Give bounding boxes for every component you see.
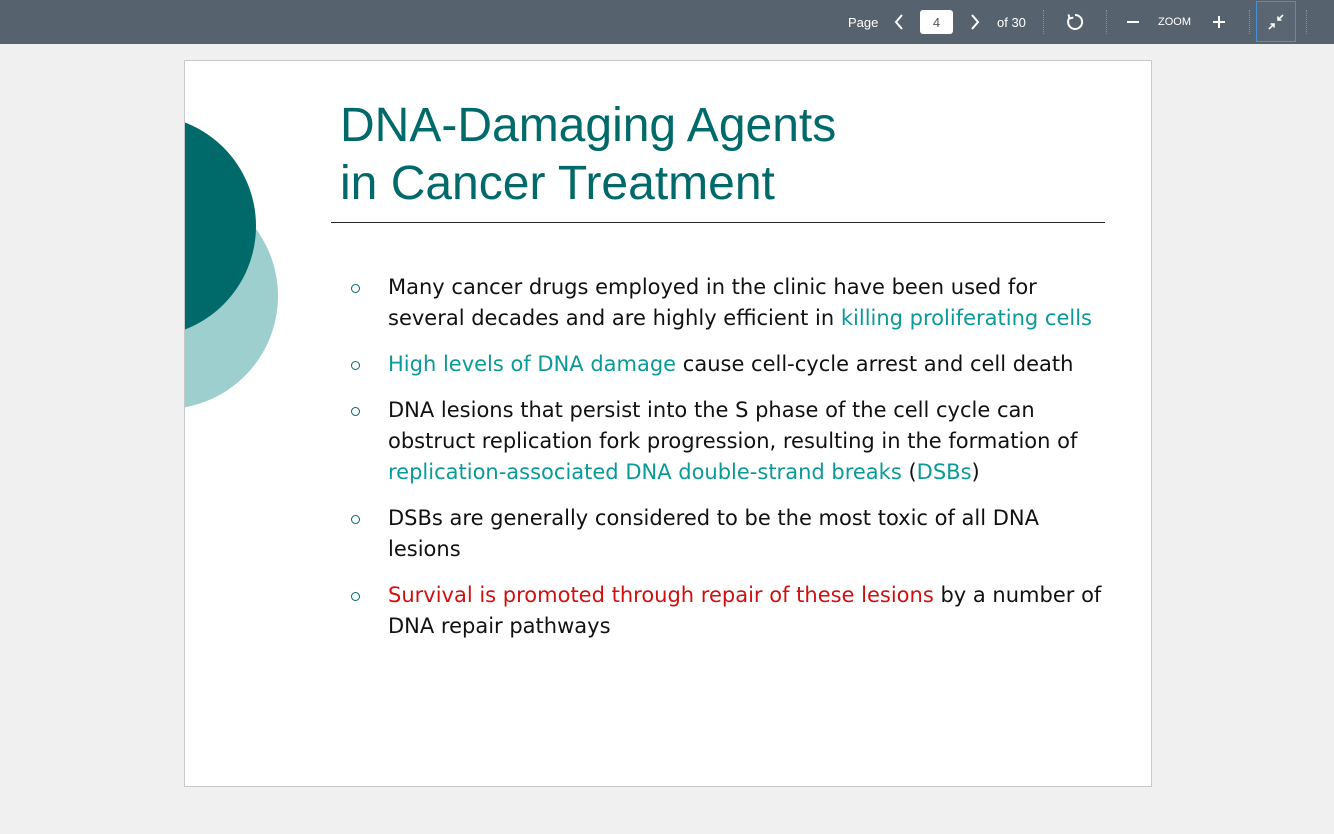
bullet-text: DSBs are generally considered to be the most toxic of all DNA lesions: [388, 506, 1040, 561]
next-page-button[interactable]: [966, 0, 984, 44]
toolbar-divider: [1306, 10, 1307, 34]
slide-title-line: DNA-Damaging Agents: [340, 99, 837, 152]
bullet-text: ): [971, 460, 980, 484]
toolbar-divider: [1043, 10, 1044, 34]
bullet-highlight: DSBs: [916, 460, 972, 484]
list-item: [345, 580, 1115, 642]
list-item: [345, 395, 1115, 488]
bullet-highlight: High levels of DNA damage: [388, 352, 677, 376]
bullet-highlight: replication-associated DNA double-strand breaks: [388, 460, 902, 484]
bullet-highlight: Survival is promoted through repair of these lesions: [388, 583, 934, 607]
bullet-circle-icon: [351, 592, 360, 601]
title-divider: [331, 222, 1105, 223]
plus-icon: [1211, 14, 1227, 30]
bullet-circle-icon: [351, 284, 360, 293]
toolbar-divider: [1249, 10, 1250, 34]
list-item: [345, 272, 1115, 334]
toolbar-divider: [1106, 10, 1107, 34]
slide-decoration-circles: [185, 61, 305, 461]
exit-fullscreen-button[interactable]: [1256, 1, 1296, 42]
slide-title-line: in Cancer Treatment: [340, 157, 775, 210]
page-number-input[interactable]: [920, 10, 953, 34]
zoom-in-button[interactable]: [1209, 0, 1229, 44]
viewer-toolbar: [0, 0, 1334, 44]
bullet-text: cause cell-cycle arrest and cell death: [676, 352, 1074, 376]
bullet-circle-icon: [351, 515, 360, 524]
zoom-out-button[interactable]: [1124, 0, 1142, 44]
zoom-label: ZOOM: [1158, 16, 1191, 28]
bullet-circle-icon: [351, 361, 360, 370]
bullet-text: (: [901, 460, 917, 484]
bullet-text: DNA lesions that persist into the S phase of the cell cycle can obstruct replication fork progression, resulting in the formation of: [388, 398, 1078, 453]
reset-view-button[interactable]: [1063, 0, 1087, 44]
slide-title: [340, 97, 836, 213]
bullet-text: Many cancer drugs employed in the clinic have been used for several decades and are highly efficient in: [388, 275, 1037, 330]
rotate-reset-icon: [1065, 12, 1085, 32]
minus-icon: [1125, 14, 1141, 30]
previous-page-button[interactable]: [890, 0, 908, 44]
bullet-circle-icon: [351, 407, 360, 416]
page-count-label: of 30: [997, 14, 1026, 30]
list-item: [345, 503, 1115, 565]
chevron-right-icon: [969, 13, 981, 31]
chevron-left-icon: [893, 13, 905, 31]
list-item: [345, 349, 1115, 380]
bullet-list: [345, 272, 1115, 657]
bullet-text: by a number of DNA repair pathways: [388, 583, 1102, 638]
page-label: Page: [848, 14, 879, 30]
bullet-highlight: killing proliferating cells: [840, 306, 1092, 330]
collapse-arrows-icon: [1267, 13, 1285, 31]
slide-page: [184, 60, 1152, 787]
